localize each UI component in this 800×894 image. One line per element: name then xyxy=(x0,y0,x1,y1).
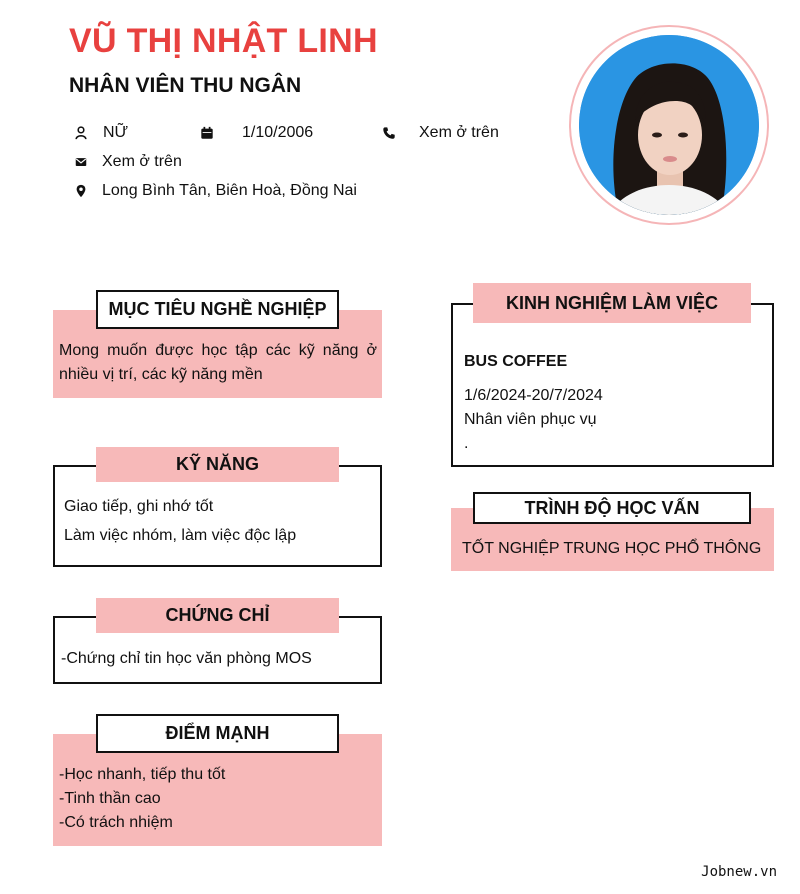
experience-role: Nhân viên phục vụ xyxy=(464,411,597,428)
experience-title: KINH NGHIỆM LÀM VIỆC xyxy=(473,283,751,323)
strengths-item: -Tinh thần cao xyxy=(59,790,161,807)
experience-period: 1/6/2024-20/7/2024 xyxy=(464,387,603,404)
mail-icon xyxy=(72,153,90,171)
experience-note: . xyxy=(464,435,469,452)
education-text: TỐT NGHIỆP TRUNG HỌC PHỔ THÔNG xyxy=(462,540,762,557)
skills-item: Làm việc nhóm, làm việc độc lập xyxy=(64,527,297,544)
strengths-item: -Có trách nhiệm xyxy=(59,814,173,831)
strengths-item: -Học nhanh, tiếp thu tốt xyxy=(59,766,226,783)
address-value: Long Bình Tân, Biên Hoà, Đồng Nai xyxy=(102,182,357,199)
location-pin-icon xyxy=(72,182,90,200)
profile-photo xyxy=(579,35,759,215)
profile-photo-frame xyxy=(569,25,769,225)
candidate-name: VŨ THỊ NHẬT LINH xyxy=(69,22,378,60)
objective-title: MỤC TIÊU NGHỀ NGHIỆP xyxy=(96,290,339,329)
footer-brand: Jobnew.vn xyxy=(701,864,777,880)
certificates-item: -Chứng chỉ tin học văn phòng MOS xyxy=(61,650,312,667)
address-row xyxy=(72,182,357,200)
email-value: Xem ở trên xyxy=(102,153,182,170)
skills-item: Giao tiếp, ghi nhớ tốt xyxy=(64,498,214,515)
objective-text: Mong muốn được học tập các kỹ năng ở nhiều vị trí, các kỹ năng mền xyxy=(59,342,377,383)
birthday-value: 1/10/2006 xyxy=(242,124,314,141)
phone-value: Xem ở trên xyxy=(419,124,499,141)
education-title: TRÌNH ĐỘ HỌC VẤN xyxy=(473,492,751,524)
certificates-title: CHỨNG CHỈ xyxy=(96,598,339,633)
gender-value: NỮ xyxy=(103,124,129,141)
phone-row xyxy=(380,124,499,142)
experience-company: BUS COFFEE xyxy=(464,353,568,370)
gender-row xyxy=(72,124,128,142)
job-title: NHÂN VIÊN THU NGÂN xyxy=(69,74,302,97)
strengths-title: ĐIỂM MẠNH xyxy=(96,714,339,753)
user-icon xyxy=(72,124,90,142)
skills-title: KỸ NĂNG xyxy=(96,447,339,482)
phone-icon xyxy=(380,124,398,142)
calendar-icon xyxy=(198,124,216,142)
email-row xyxy=(72,153,182,171)
birthday-row xyxy=(198,124,313,142)
